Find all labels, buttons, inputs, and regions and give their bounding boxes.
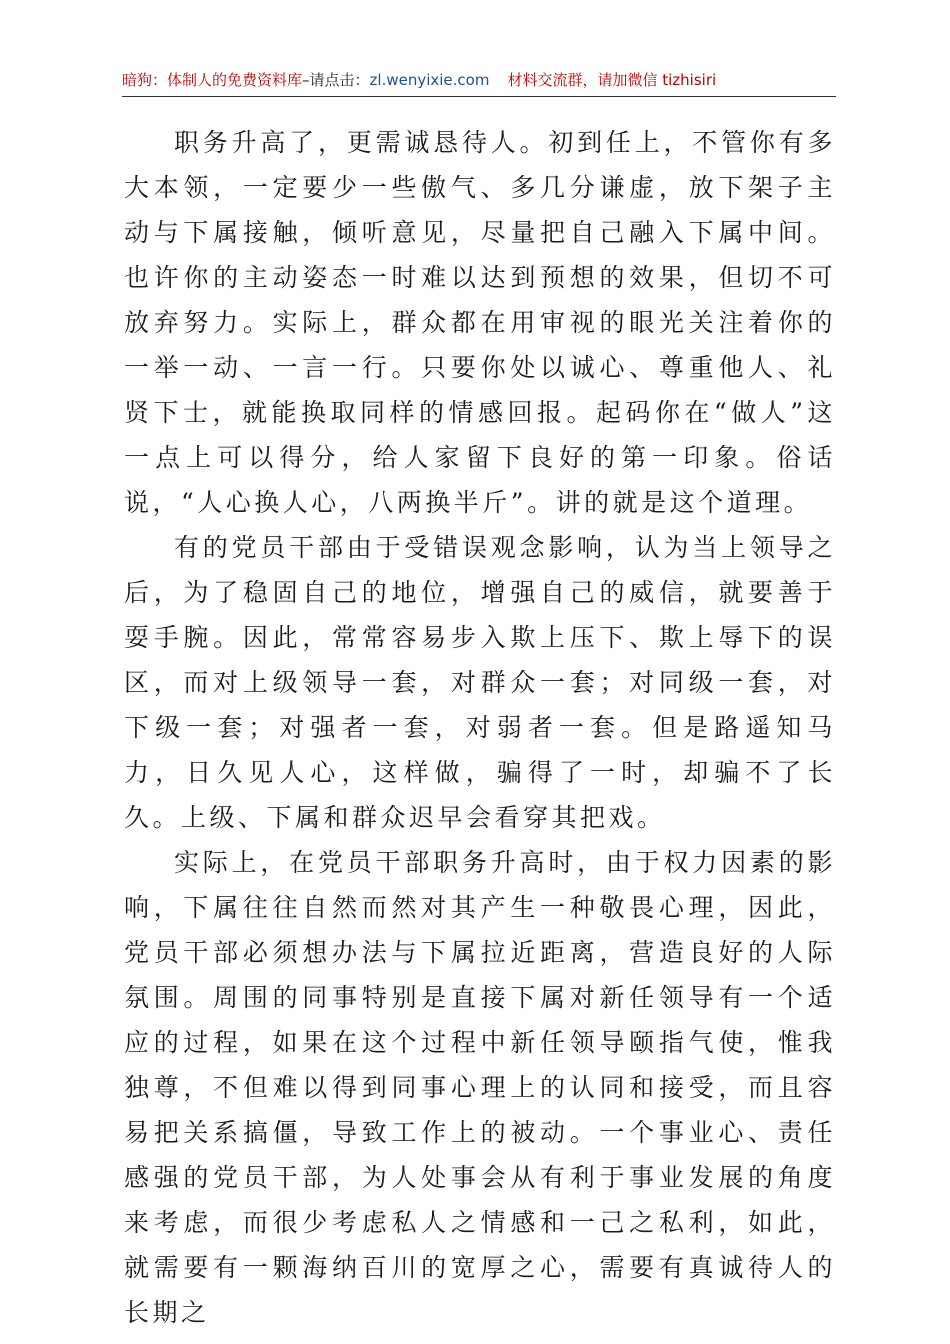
header-click-prompt: –请点击： bbox=[302, 71, 370, 89]
header-divider bbox=[122, 96, 836, 97]
header-group-note: 材料交流群，请加微信 tizhisiri bbox=[507, 71, 717, 89]
page-header bbox=[122, 66, 836, 96]
header-source-label: 暗狗：体制人的免费资料库 bbox=[122, 71, 303, 89]
paragraph-2: 有的党员干部由于受错误观念影响，认为当上领导之后，为了稳固自己的地位，增强自己的威信，就要善于耍手腕。因此，常常容易步入欺上压下、欺上辱下的误区，而对上级领导一套，对群众一套；对同级一套，对下级一套；对强者一套，对弱者一套。但是路遥知马力，日久见人心，这样做，骗得了一时，却骗不了长久。上级、下属和群众迟早会看穿其把戏。 bbox=[124, 533, 836, 832]
header-site-link[interactable]: zl.wenyixie.com bbox=[369, 71, 490, 89]
document-body bbox=[124, 120, 836, 1335]
paragraph-1: 职务升高了，更需诚恳待人。初到任上，不管你有多大本领，一定要少一些傲气、多几分谦虚，放下架子主动与下属接触，倾听意见，尽量把自己融入下属中间。也许你的主动姿态一时难以达到预想的效果，但切不可放弃努力。实际上，群众都在用审视的眼光关注着你的一举一动、一言一行。只要你处以诚心、尊重他人、礼贤下士，就能换取同样的情感回报。起码你在“做人”这一点上可以得分，给人家留下良好的第一印象。俗话说，“人心换人心，八两换半斤”。讲的就是这个道理。 bbox=[124, 128, 836, 517]
paragraph-3: 实际上，在党员干部职务升高时，由于权力因素的影响，下属往往自然而然对其产生一种敬畏心理，因此，党员干部必须想办法与下属拉近距离，营造良好的人际氛围。周围的同事特别是直接下属对新任领导有一个适应的过程，如果在这个过程中新任领导颐指气使，惟我独尊，不但难以得到同事心理上的认同和接受，而且容易把关系搞僵，导致工作上的被动。一个事业心、责任感强的党员干部，为人处事会从有利于事业发展的角度来考虑，而很少考虑私人之情感和一己之私利，如此，就需要有一颗海纳百川的宽厚之心，需要有真诚待人的长期之 bbox=[124, 848, 836, 1327]
